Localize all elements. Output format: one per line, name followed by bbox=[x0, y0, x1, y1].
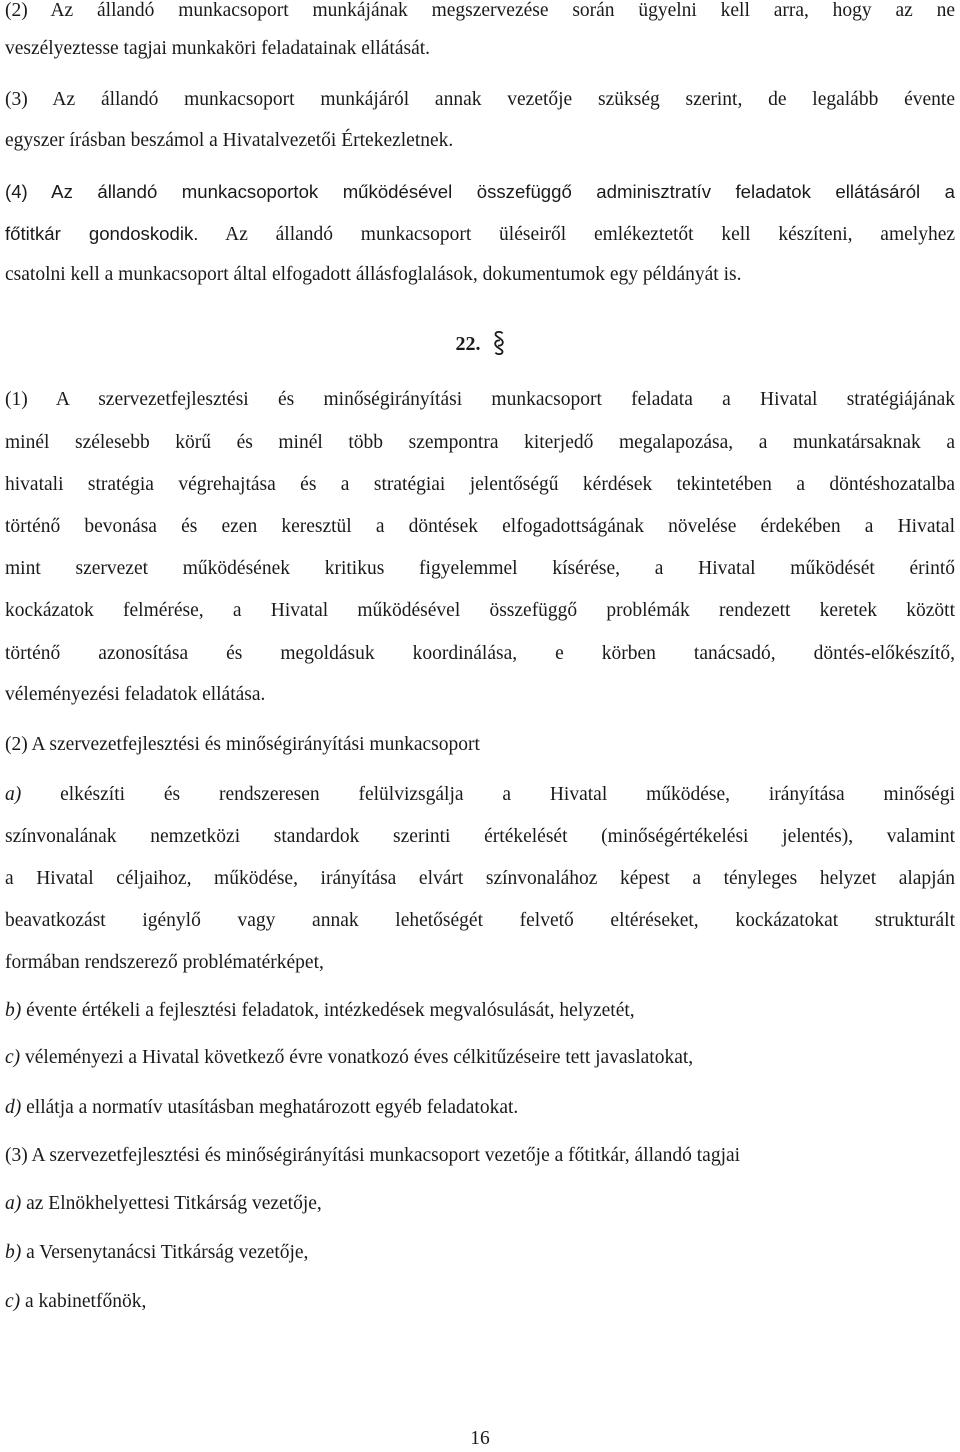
paragraph-4-line-3: csatolni kell a munkacsoport által elfogadott állásfoglalások, dokumentumok egy példányát is. bbox=[5, 264, 742, 285]
item-d bbox=[5, 1095, 955, 1121]
item-c-text: véleményezi a Hivatal következő évre vonatkozó éves célkitűzéseire tett javaslatokat, bbox=[20, 1047, 694, 1068]
paragraph-4-sans-part: főtitkár gondoskodik. bbox=[5, 223, 199, 244]
section-22-paragraph-1-line: történő azonosítása és megoldásuk koordinálása, e körben tanácsadó, döntés-előkészítő, bbox=[5, 643, 955, 664]
item-d-letter: d) bbox=[5, 1097, 22, 1118]
item-a-text: elkészíti és rendszeresen felülvizsgálja a Hivatal működése, irányítása minőségi bbox=[21, 784, 955, 805]
item-a-line-2: színvonalának nemzetközi standardok szerinti értékelését (minőségértékelési jelentés), valamint bbox=[5, 826, 955, 847]
item-b-letter: b) bbox=[5, 1000, 22, 1021]
item-a-line-4: beavatkozást igénylő vagy annak lehetőségét felvető eltéréseket, kockázatokat strukturált bbox=[5, 910, 955, 931]
member-b bbox=[5, 1240, 955, 1266]
paragraph-2-line-1: (2) Az állandó munkacsoport munkájának megszervezése során ügyelni kell arra, hogy az ne bbox=[5, 0, 955, 21]
item-a-line-1 bbox=[5, 782, 955, 808]
section-22-paragraph-1-line: véleményezési feladatok ellátása. bbox=[5, 684, 266, 705]
section-22-paragraph-1-line: (1) A szervezetfejlesztési és minőségirányítási munkacsoport feladata a Hivatal stratégiájának bbox=[5, 389, 955, 410]
member-a-text: az Elnökhelyettesi Titkárság vezetője, bbox=[21, 1193, 322, 1214]
item-a-line-5: formában rendszerező problématérképet, bbox=[5, 952, 324, 973]
member-c bbox=[5, 1289, 955, 1315]
item-b-text: évente értékeli a fejlesztési feladatok, intézkedések megvalósulását, helyzetét, bbox=[21, 1000, 635, 1021]
member-a-letter: a) bbox=[5, 1193, 22, 1214]
paragraph-4-line-1: (4) Az állandó munkacsoportok működésével összefüggő adminisztratív feladatok ellátásáról a bbox=[5, 181, 955, 202]
section-22-paragraph-1-line: történő bevonása és ezen keresztül a döntések elfogadottságának növelése érdekében a Hivatal bbox=[5, 516, 955, 537]
item-c bbox=[5, 1045, 955, 1071]
item-c-letter: c) bbox=[5, 1047, 21, 1068]
paragraph-4-serif-part: Az állandó munkacsoport üléseiről emlékeztetőt kell készíteni, amelyhez bbox=[198, 224, 955, 245]
item-d-text: ellátja a normatív utasításban meghatározott egyéb feladatokat. bbox=[21, 1097, 519, 1118]
paragraph-22-2-intro: (2) A szervezetfejlesztési és minőségirányítási munkacsoport bbox=[5, 734, 480, 755]
item-a-letter: a) bbox=[5, 784, 22, 805]
member-c-letter: c) bbox=[5, 1291, 21, 1312]
section-22-paragraph-1-line: hivatali stratégia végrehajtása és a stratégiai jelentőségű kérdések tekintetében a döntéshozatalba bbox=[5, 474, 955, 495]
page-number: 16 bbox=[470, 1428, 490, 1449]
paragraph-22-3-intro: (3) A szervezetfejlesztési és minőségirányítási munkacsoport vezetője a főtitkár, állandó tagjai bbox=[5, 1145, 741, 1166]
item-b bbox=[5, 998, 955, 1024]
section-22-paragraph-1-line: kockázatok felmérése, a Hivatal működésével összefüggő problémák rendezett keretek között bbox=[5, 600, 955, 621]
section-22-paragraph-1-line: minél szélesebb körű és minél több szempontra kiterjedő megalapozása, a munkatársaknak a bbox=[5, 432, 955, 453]
paragraph-2-line-2: veszélyeztesse tagjai munkaköri feladatainak ellátását. bbox=[5, 38, 431, 59]
paragraph-3-line-2: egyszer írásban beszámol a Hivatalvezetői Értekezletnek. bbox=[5, 130, 454, 151]
member-b-text: a Versenytanácsi Titkárság vezetője, bbox=[21, 1242, 309, 1263]
member-a bbox=[5, 1191, 955, 1217]
member-c-text: a kabinetfőnök, bbox=[20, 1291, 147, 1312]
member-b-letter: b) bbox=[5, 1242, 22, 1263]
section-number: 22. bbox=[455, 333, 481, 355]
item-a-line-3: a Hivatal céljaihoz, működése, irányítása elvárt színvonalához képest a tényleges helyzet alapján bbox=[5, 868, 955, 889]
section-heading bbox=[5, 330, 955, 356]
section-sign-icon bbox=[493, 330, 505, 357]
section-22-paragraph-1-line: mint szervezet működésének kritikus figyelemmel kísérése, a Hivatal működését érintő bbox=[5, 558, 955, 579]
paragraph-4-line-2 bbox=[5, 221, 955, 247]
paragraph-3-line-1: (3) Az állandó munkacsoport munkájáról annak vezetője szükség szerint, de legalább évente bbox=[5, 89, 955, 110]
